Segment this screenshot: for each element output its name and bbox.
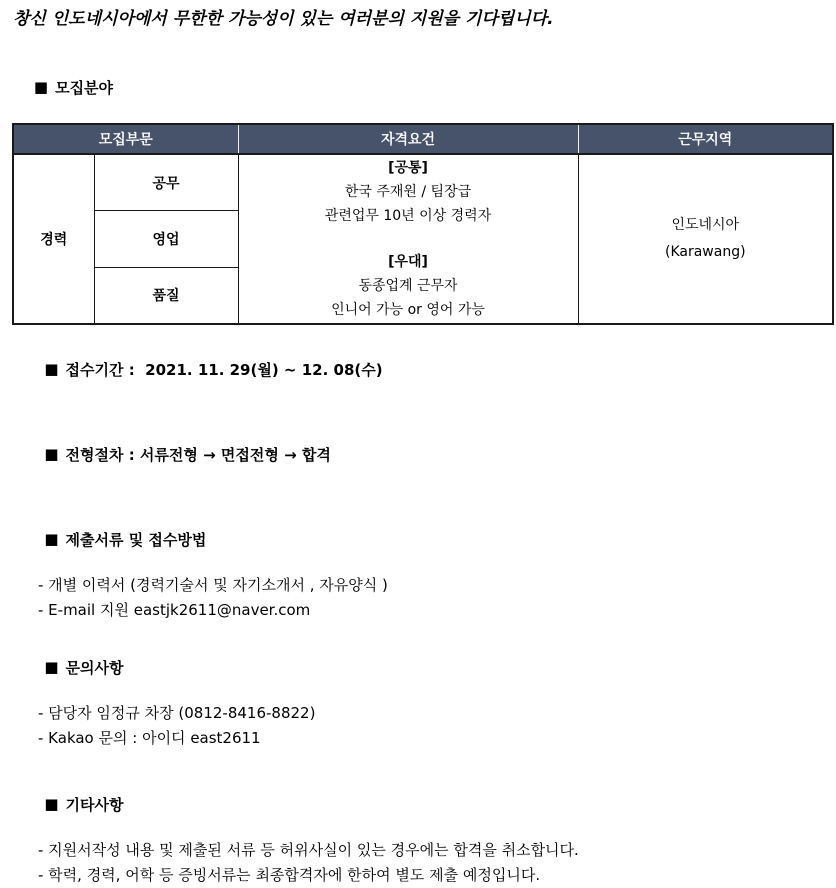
spacer: [240, 228, 577, 250]
qualification-line: 관련업무 10년 이상 경력자: [324, 208, 492, 224]
location-line: 인도네시아: [671, 217, 740, 233]
qualification-common-label: [공통]: [388, 160, 428, 176]
section-title: 접수기간 : 2021. 11. 29(월) ~ 12. 08(수): [65, 361, 383, 379]
document-title: 창신 인도네시아에서 무한한 가능성이 있는 여러분의 지원을 기다립니다.: [13, 9, 554, 29]
section-item: - 학력, 경력, 어학 등 증빙서류는 최종합격자에 한하여 별도 제출 예정입니다.: [38, 866, 541, 884]
section-heading-recruit-field: [13, 60, 826, 117]
location-line: (Karawang): [664, 244, 746, 260]
section-heading: [13, 777, 826, 834]
section-application-period: [13, 342, 826, 399]
section-inquiries: [13, 640, 826, 751]
column-header-qualification: 자격요건: [238, 124, 578, 154]
column-header-location: 근무지역: [578, 124, 833, 154]
section-items: [13, 573, 826, 623]
bullet-square-icon: ■: [44, 795, 59, 813]
section-title: 모집분야: [55, 79, 114, 97]
table-row: [13, 154, 833, 211]
recruitment-table: [12, 123, 834, 325]
section-title: 문의사항: [65, 659, 124, 677]
career-type-cell: 경력: [13, 154, 94, 324]
section-heading: [13, 512, 826, 569]
qualification-line: 한국 주재원 / 팀장급: [344, 184, 472, 200]
section-item: - 지원서작성 내용 및 제출된 서류 등 허위사실이 있는 경우에는 합격을 취소합니다.: [38, 841, 579, 859]
section-heading: [13, 342, 826, 399]
section-item: - 개별 이력서 (경력기술서 및 자기소개서 , 자유양식 ): [38, 576, 388, 594]
section-title: 제출서류 및 접수방법: [65, 531, 207, 549]
position-cell-quality: 품질: [94, 267, 238, 324]
bullet-square-icon: ■: [44, 360, 59, 378]
bullet-square-icon: ■: [33, 78, 49, 96]
section-documents: [13, 512, 826, 623]
section-item: - 담당자 임정규 차장 (0812-8416-8822): [38, 704, 316, 722]
section-heading: [13, 427, 826, 484]
section-items: [13, 838, 826, 888]
bullet-square-icon: ■: [44, 445, 59, 463]
section-item: - Kakao 문의 : 아이디 east2611: [38, 729, 261, 747]
location-cell: [578, 154, 833, 324]
position-cell-sales: 영업: [94, 211, 238, 268]
qualification-cell: [238, 154, 578, 324]
section-item: - E-mail 지원 eastjk2611@naver.com: [38, 601, 311, 619]
section-heading: [13, 640, 826, 697]
section-selection-process: [13, 427, 826, 484]
bullet-square-icon: ■: [44, 530, 59, 548]
bullet-square-icon: ■: [44, 658, 59, 676]
column-header-division: 모집부문: [13, 124, 238, 154]
qualification-line: 동종업계 근무자: [358, 278, 458, 294]
section-title: 기타사항: [65, 796, 124, 814]
section-other-notes: [13, 777, 826, 888]
section-title: 전형절차 : 서류전형 → 면접전형 → 합격: [65, 446, 331, 464]
table-header-row: [13, 124, 833, 154]
qualification-line: 인니어 가능 or 영어 가능: [331, 302, 485, 318]
qualification-preferred-label: [우대]: [388, 254, 428, 270]
position-cell-engineering: 공무: [94, 154, 238, 211]
section-items: [13, 701, 826, 751]
